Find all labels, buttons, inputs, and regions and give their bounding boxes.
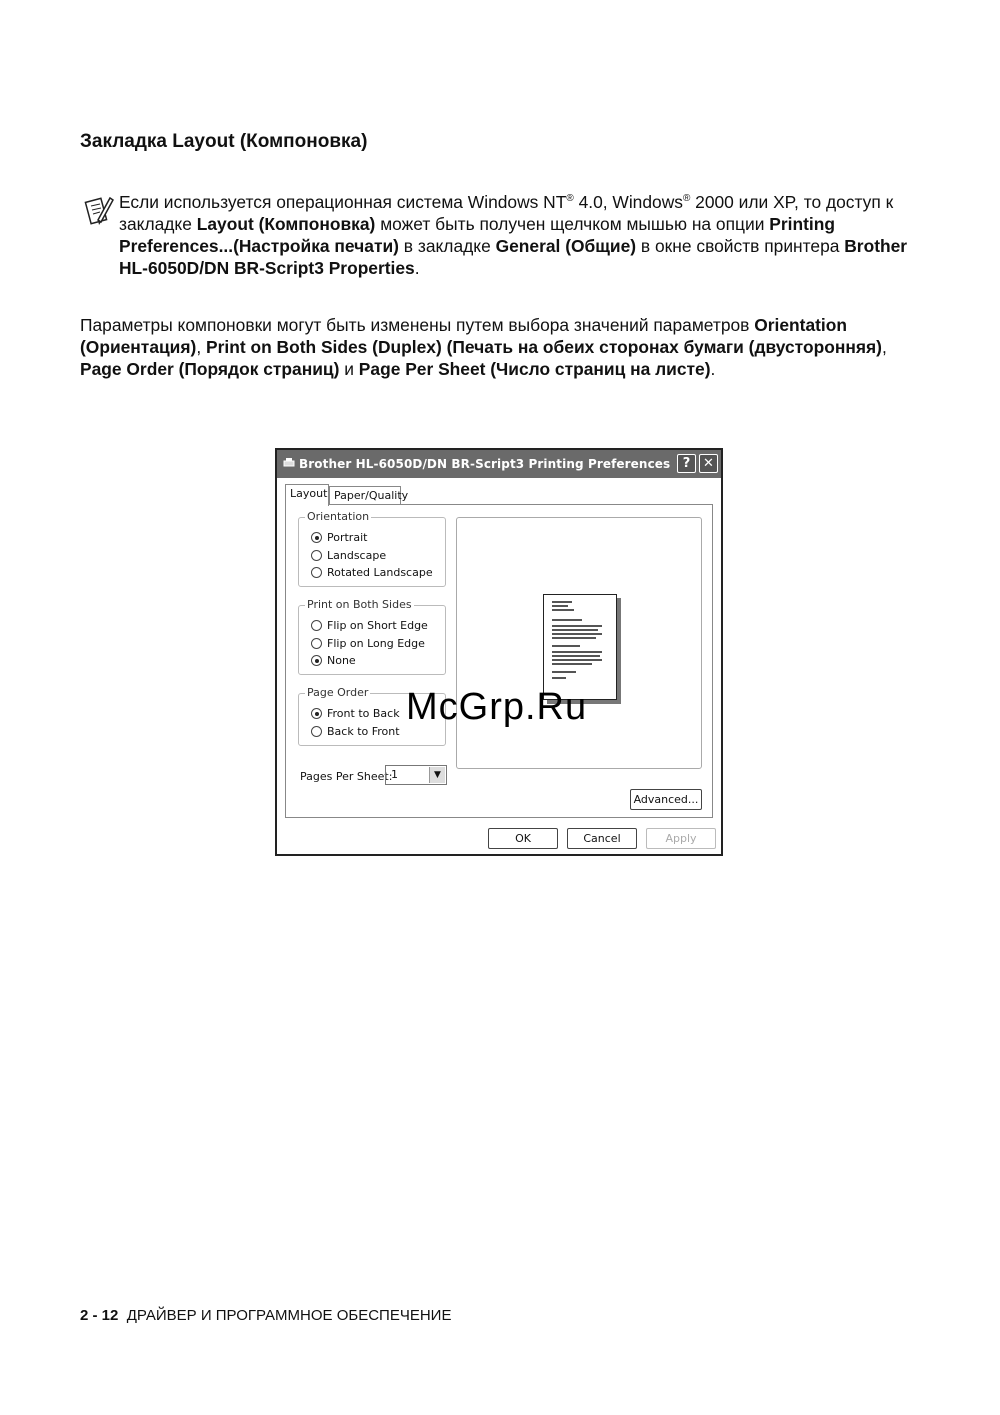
page-number: 2 - 12 (80, 1307, 119, 1324)
pages-per-sheet-label: Pages Per Sheet: (300, 770, 393, 783)
tab-paper-quality[interactable]: Paper/Quality (329, 486, 401, 504)
duplex-legend: Print on Both Sides (307, 598, 412, 611)
ok-button[interactable]: OK (488, 828, 558, 849)
layout-panel (285, 504, 713, 818)
apply-button[interactable]: Apply (646, 828, 716, 849)
page-preview (456, 517, 702, 769)
orientation-legend: Orientation (307, 510, 370, 523)
pages-per-sheet-select[interactable]: 1 ▼ (385, 765, 447, 785)
printer-icon (283, 457, 295, 469)
section-heading: Закладка Layout (Компоновка) (80, 131, 368, 152)
chevron-down-icon[interactable]: ▼ (429, 767, 445, 783)
advanced-button[interactable]: Advanced... (630, 789, 702, 810)
cancel-button[interactable]: Cancel (567, 828, 637, 849)
duplex-group: Print on Both Sides Flip on Short Edge Flip on Long Edge None (298, 605, 446, 675)
layout-paragraph: Параметры компоновки могут быть изменены путем выбора значений параметров Orientation (Ориентация), Print on Both Sides (Duplex) (Печать на обеих сторонах бумаги (двусторонняя), Page Order (Порядок страниц) и Page Per Sheet (Число страниц на листе). (80, 315, 887, 379)
dialog-titlebar (277, 450, 721, 478)
orientation-group: Orientation Portrait Landscape Rotated Landscape (298, 517, 446, 587)
tab-layout[interactable]: Layout (285, 484, 329, 506)
help-button[interactable]: ? (677, 454, 696, 473)
footer-text: ДРАЙВЕР И ПРОГРАММНОЕ ОБЕСПЕЧЕНИЕ (126, 1307, 452, 1324)
note-text: Если используется операционная система Windows NT® 4.0, Windows® 2000 или XP, то доступ к закладке Layout (Компоновка) может быть получен щелчком мышью на опции Printing Preferences...(Настройка печати) в закладке General (Общие) в окне свойств принтера Brother HL-6050D/DN BR-Script3 Properties. (119, 192, 908, 278)
page-order-legend: Page Order (307, 686, 369, 699)
close-button[interactable]: ✕ (699, 454, 718, 473)
printing-preferences-dialog (275, 448, 723, 856)
page-order-group: Page Order Front to Back Back to Front (298, 693, 446, 746)
page-preview-image (543, 594, 617, 700)
watermark: McGrp.Ru (406, 686, 588, 728)
note-pencil-icon (84, 194, 114, 228)
dialog-title: Brother HL-6050D/DN BR-Script3 Printing Preferences (299, 457, 671, 471)
page-footer (80, 1307, 451, 1324)
